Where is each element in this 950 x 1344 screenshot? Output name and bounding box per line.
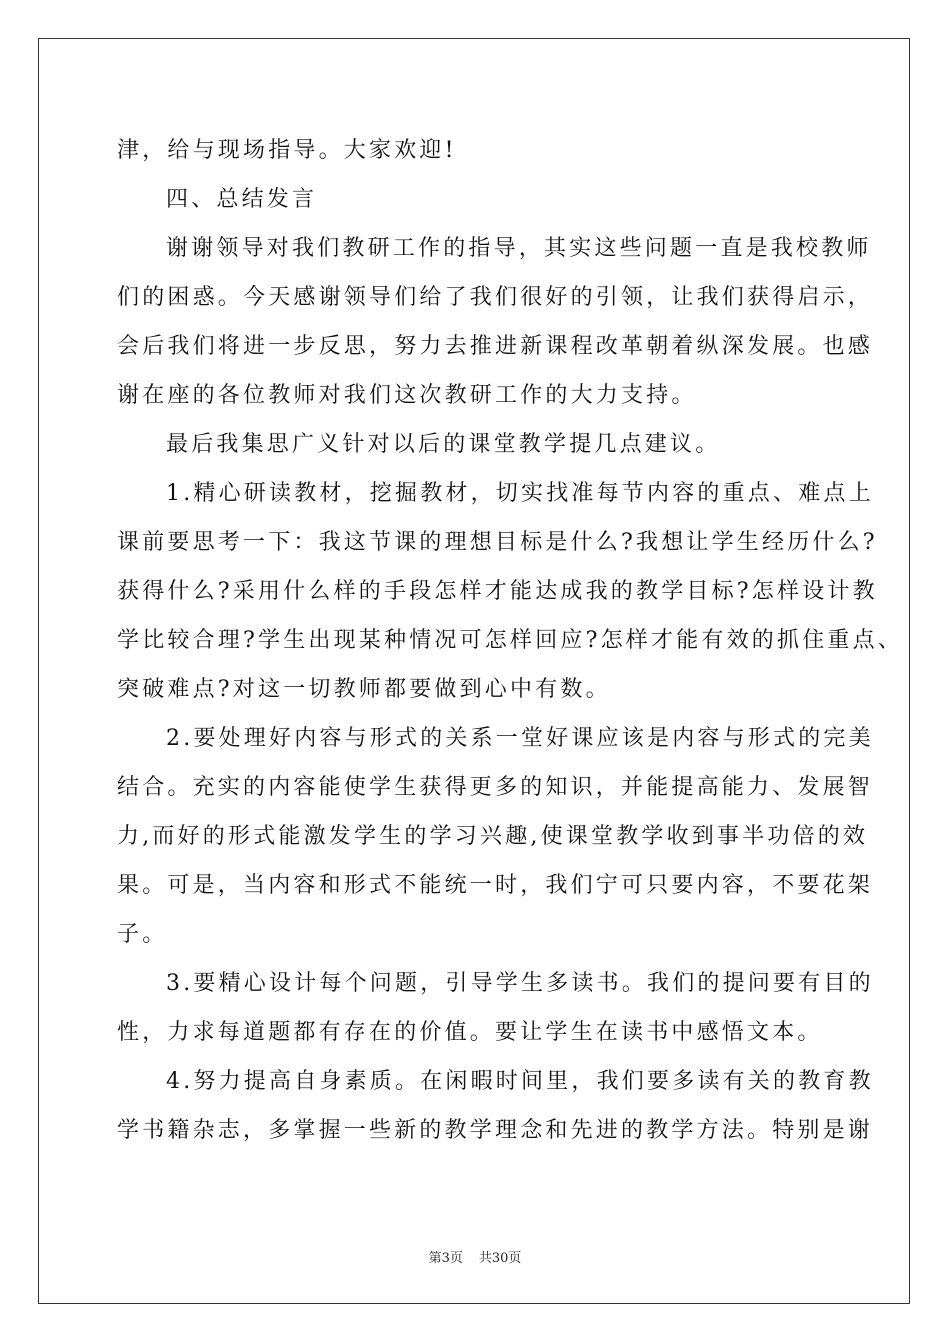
text-line: 果。可是，当内容和形式不能统一时，我们宁可只要内容，不要花架 [117, 873, 874, 898]
text-line: 们的困惑。今天感谢领导们给了我们很好的引领，让我们获得启示， [117, 285, 874, 310]
text-line: 津，给与现场指导。大家欢迎! [117, 138, 457, 163]
text-line: 子。 [117, 922, 168, 947]
text-line: 性，力求每道题都有存在的价值。要让学生在读书中感悟文本。 [117, 1020, 823, 1045]
text-line: 最后我集思广义针对以后的课堂教学提几点建议。 [166, 432, 721, 457]
list-item-2: 2.要处理好内容与形式的关系一堂好课应该是内容与形式的完美 [166, 726, 874, 751]
total-pages-label: 共30页 [478, 1251, 522, 1266]
text-line: 课前要思考一下：我这节课的理想目标是什么?我想让学生经历什么? [117, 530, 878, 555]
list-item-3: 3.要精心设计每个问题，引导学生多读书。我们的提问要有目的 [166, 971, 874, 996]
text-line: 突破难点?对这一切教师都要做到心中有数。 [117, 677, 611, 702]
page-footer [0, 1247, 950, 1266]
document-body [117, 126, 903, 1155]
text-line: 学书籍杂志，多掌握一些新的教学理念和先进的教学方法。特别是谢 [117, 1118, 874, 1143]
text-line: 获得什么?采用什么样的手段怎样才能达成我的教学目标?怎样设计教 [117, 579, 878, 604]
list-item-4: 4.努力提高自身素质。在闲暇时间里，我们要多读有关的教育教 [166, 1069, 874, 1094]
text-line: 谢谢领导对我们教研工作的指导，其实这些问题一直是我校教师 [166, 236, 872, 261]
list-item-1: 1.精心研读教材，挖掘教材，切实找准每节内容的重点、难点上 [166, 481, 874, 506]
section-heading: 四、总结发言 [166, 187, 318, 212]
current-page-label: 第3页 [428, 1251, 463, 1266]
text-line: 学比较合理?学生出现某种情况可怎样回应?怎样才能有效的抓住重点、 [117, 628, 903, 653]
text-line: 谢在座的各位教师对我们这次教研工作的大力支持。 [117, 383, 697, 408]
text-line: 结合。充实的内容能使学生获得更多的知识，并能提高能力、发展智 [117, 775, 874, 800]
text-line: 力,而好的形式能激发学生的学习兴趣,使课堂教学收到事半功倍的效 [117, 824, 869, 849]
text-line: 会后我们将进一步反思，努力去推进新课程改革朝着纵深发展。也感 [117, 334, 874, 359]
